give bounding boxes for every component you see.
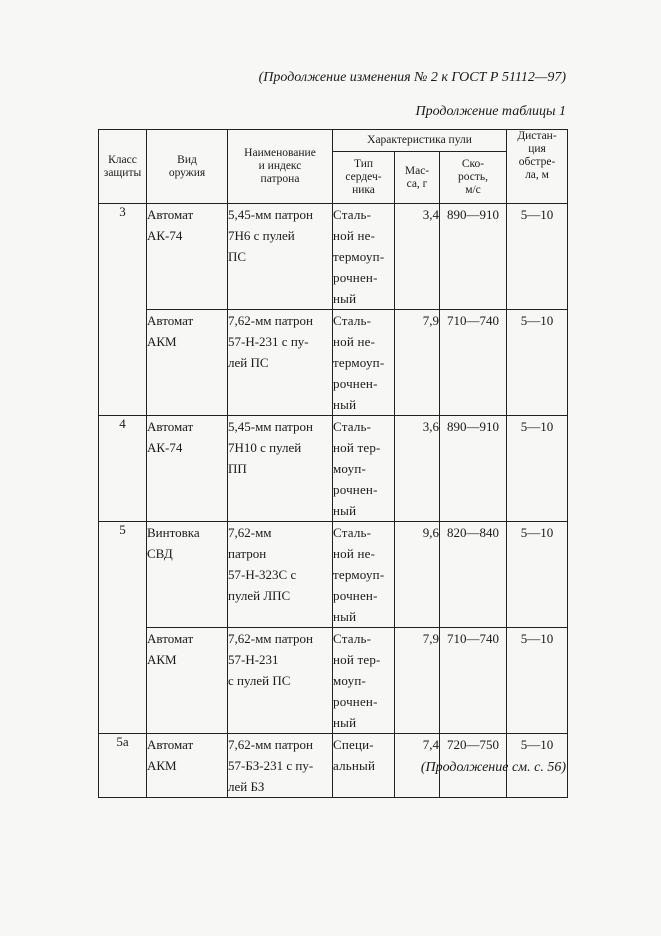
col-header-speed: Ско- рость, м/с [440,152,507,204]
name-cell: 7,62-мм патрон 57-Н-323С с пулей ЛПС [228,522,333,628]
name-cell: 7,62-мм патрон 57-Н-231 с пу- лей ПС [228,310,333,416]
col-header-core: Тип сердеч- ника [333,152,395,204]
core-cell: Специ- альный [333,734,395,798]
table-row [99,416,568,522]
class-cell: 5а [99,734,147,798]
distance-cell: 5—10 [507,310,568,416]
col-header-name: Наименование и индекс патрона [228,130,333,204]
col-header-weapon: Вид оружия [147,130,228,204]
weapon-cell: Винтовка СВД [147,522,228,628]
mass-cell: 9,6 [395,522,440,628]
speed-cell: 710—740 [440,310,507,416]
distance-cell: 5—10 [507,628,568,734]
speed-cell: 890—910 [440,204,507,310]
weapon-cell: Автомат АКМ [147,310,228,416]
distance-cell: 5—10 [507,416,568,522]
mass-cell: 7,4 [395,734,440,798]
col-header-mass: Мас- са, г [395,152,440,204]
core-cell: Сталь- ной не- термоуп- рочнен- ный [333,522,395,628]
mass-cell: 7,9 [395,310,440,416]
table-row [99,310,568,416]
class-cell: 3 [99,204,147,416]
distance-cell: 5—10 [507,522,568,628]
core-cell: Сталь- ной тер- моуп- рочнен- ный [333,628,395,734]
speed-cell: 820—840 [440,522,507,628]
mass-cell: 3,6 [395,416,440,522]
cartridge-table [98,129,568,798]
distance-cell: 5—10 [507,734,568,798]
weapon-cell: Автомат АКМ [147,734,228,798]
weapon-cell: Автомат АКМ [147,628,228,734]
name-cell: 5,45-мм патрон 7Н10 с пулей ПП [228,416,333,522]
table-row [99,628,568,734]
col-header-class: Класс защиты [99,130,147,204]
table-row [99,522,568,628]
col-header-bullet-group: Характеристика пули [333,130,507,152]
class-cell: 5 [99,522,147,734]
speed-cell: 720—750 [440,734,507,798]
speed-cell: 710—740 [440,628,507,734]
mass-cell: 3,4 [395,204,440,310]
weapon-cell: Автомат АК-74 [147,204,228,310]
core-cell: Сталь- ной не- термоуп- рочнен- ный [333,204,395,310]
name-cell: 5,45-мм патрон 7Н6 с пулей ПС [228,204,333,310]
core-cell: Сталь- ной тер- моуп- рочнен- ный [333,416,395,522]
table-continuation-label: Продолжение таблицы 1 [415,104,566,119]
footer-continuation: (Продолжение см. с. 56) [420,760,566,775]
core-cell: Сталь- ной не- термоуп- рочнен- ный [333,310,395,416]
header-continuation: (Продолжение изменения № 2 к ГОСТ Р 51112—97) [258,70,566,85]
name-cell: 7,62-мм патрон 57-Н-231 с пулей ПС [228,628,333,734]
class-cell: 4 [99,416,147,522]
col-header-distance: Дистан- ция обстре- ла, м [507,130,568,204]
mass-cell: 7,9 [395,628,440,734]
table-row [99,204,568,310]
weapon-cell: Автомат АК-74 [147,416,228,522]
distance-cell: 5—10 [507,204,568,310]
name-cell: 7,62-мм патрон 57-БЗ-231 с пу- лей БЗ [228,734,333,798]
speed-cell: 890—910 [440,416,507,522]
